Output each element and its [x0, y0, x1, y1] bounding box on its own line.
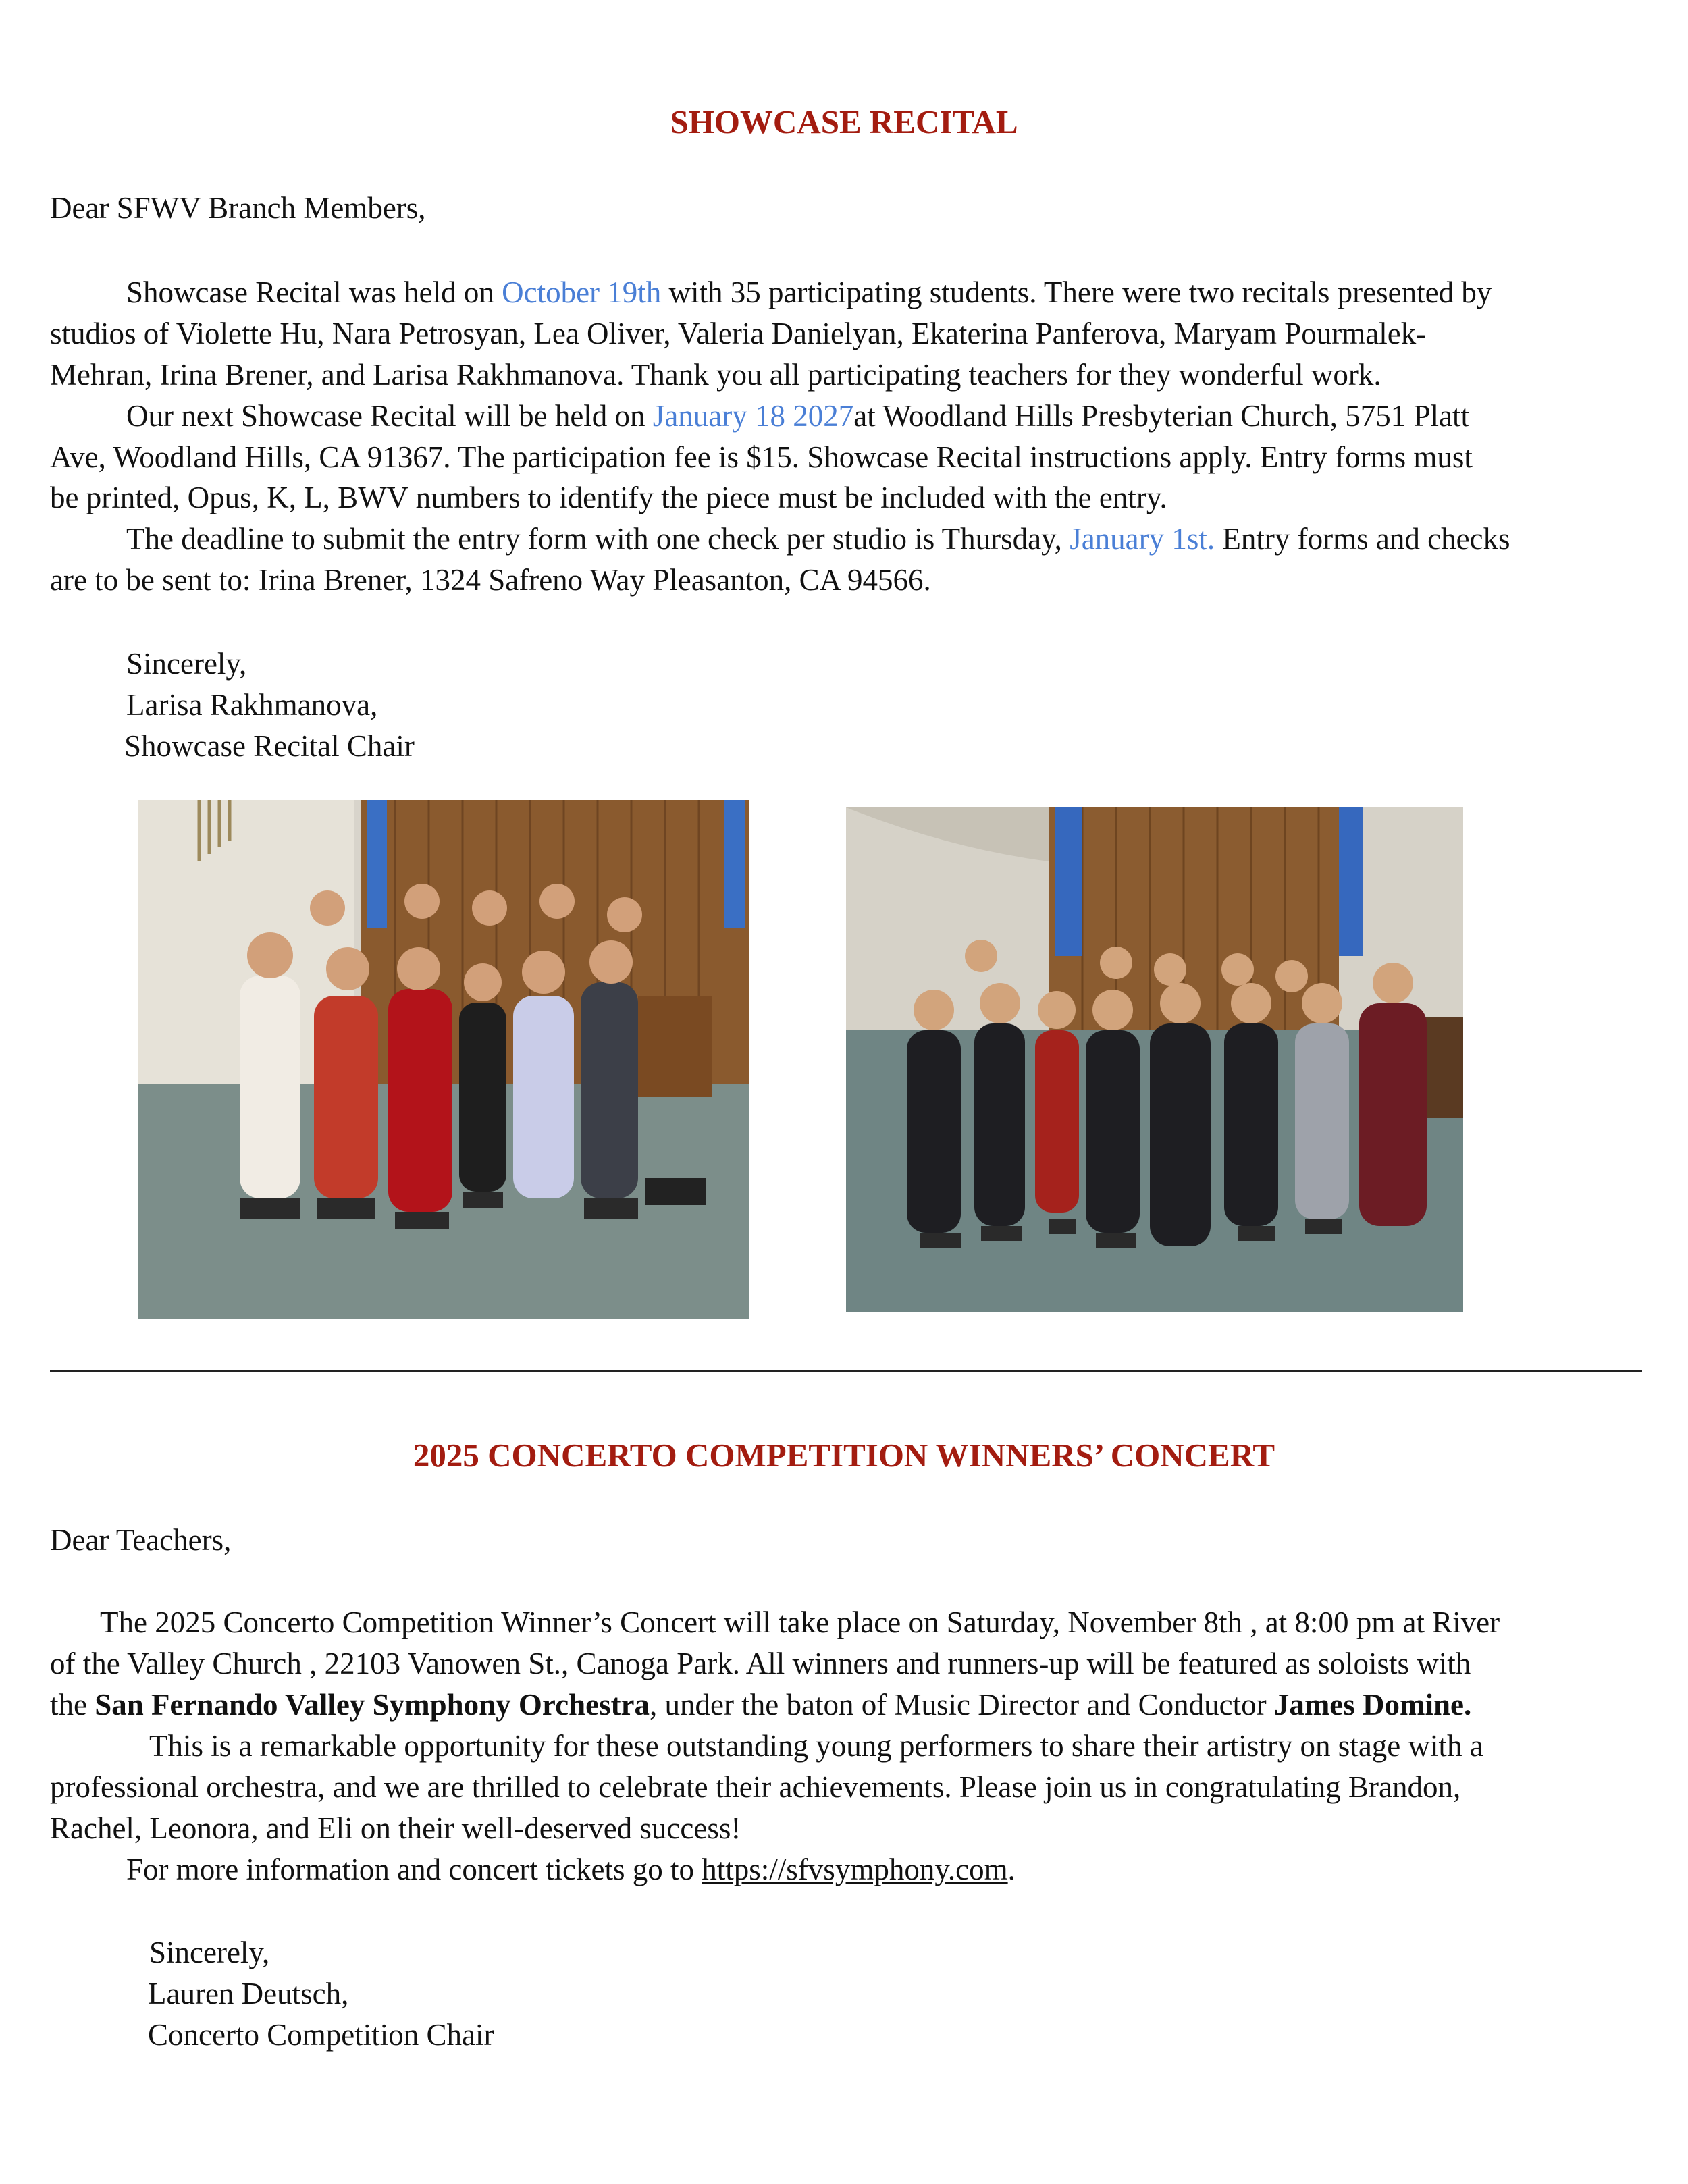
- text-span: The deadline to submit the entry form with one check per studio is Thursday,: [126, 522, 1070, 556]
- showcase-signer-title: Showcase Recital Chair: [124, 729, 415, 763]
- text-span: , under the baton of Music Director and Conductor: [650, 1688, 1274, 1722]
- text-span: Entry forms and checks: [1215, 522, 1510, 556]
- conductor-name: James Domine.: [1273, 1688, 1472, 1722]
- concerto-signer: Lauren Deutsch,: [148, 1977, 349, 2010]
- showcase-signer: Larisa Rakhmanova,: [126, 688, 378, 722]
- orchestra-name: San Fernando Valley Symphony Orchestra: [95, 1688, 650, 1722]
- concerto-signer-title: Concerto Competition Chair: [148, 2018, 494, 2052]
- showcase-p1-line2: studios of Violette Hu, Nara Petrosyan, Lea Oliver, Valeria Danielyan, Ekaterina Panferova, Maryam Pourmalek-: [50, 317, 1427, 350]
- symphony-website-link[interactable]: https://sfvsymphony.com: [702, 1853, 1008, 1886]
- recital-photo-2: [846, 807, 1463, 1312]
- text-span: Showcase Recital was held on: [126, 275, 502, 309]
- concerto-p2-line3: Rachel, Leonora, and Eli on their well-deserved success!: [50, 1811, 741, 1845]
- recital-photo-2-image: [846, 807, 1463, 1312]
- section-divider: [50, 1370, 1642, 1372]
- concerto-p2-line1: This is a remarkable opportunity for these outstanding young performers to share their artistry on stage with a: [149, 1729, 1483, 1763]
- showcase-salutation: Dear SFWV Branch Members,: [50, 191, 426, 225]
- showcase-p2-line1: [126, 396, 1688, 437]
- concerto-p2-line2: professional orchestra, and we are thrilled to celebrate their achievements. Please join us in congratulating Brandon,: [50, 1770, 1461, 1804]
- text-span: For more information and concert tickets go to: [126, 1853, 702, 1886]
- concerto-p1-line1: The 2025 Concerto Competition Winner’s Concert will take place on Saturday, November 8th , at 8:00 pm at River: [100, 1605, 1500, 1639]
- text-span: with 35 participating students. There were two recitals presented by: [661, 275, 1492, 309]
- showcase-p1-line3: Mehran, Irina Brener, and Larisa Rakhmanova. Thank you all participating teachers for they wonderful work.: [50, 358, 1381, 392]
- concerto-p1-line2: of the Valley Church , 22103 Vanowen St., Canoga Park. All winners and runners-up will be featured as soloists with: [50, 1647, 1471, 1680]
- text-span: the: [50, 1688, 95, 1722]
- concerto-salutation: Dear Teachers,: [50, 1523, 232, 1557]
- text-span: at Woodland Hills Presbyterian Church, 5751 Platt: [853, 399, 1469, 433]
- showcase-p3-line2: are to be sent to: Irina Brener, 1324 Safreno Way Pleasanton, CA 94566.: [50, 563, 931, 597]
- showcase-p1-line1: [126, 272, 1688, 313]
- recital-date: October 19th: [502, 275, 662, 309]
- showcase-closing: Sincerely,: [126, 647, 247, 681]
- concerto-p1-line3: [50, 1684, 1657, 1726]
- showcase-heading: SHOWCASE RECITAL: [670, 103, 1018, 140]
- recital-photo-1-image: [138, 800, 749, 1319]
- showcase-p3-line1: [126, 518, 1688, 560]
- text-span: Our next Showcase Recital will be held on: [126, 399, 653, 433]
- deadline-date: January 1st.: [1070, 522, 1215, 556]
- recital-photo-1: [138, 800, 749, 1319]
- next-recital-date: January 18 2027: [652, 399, 854, 433]
- showcase-p2-line2: Ave, Woodland Hills, CA 91367. The participation fee is $15. Showcase Recital instructions apply. Entry forms must: [50, 440, 1473, 474]
- text-span: .: [1007, 1853, 1016, 1886]
- showcase-p2-line3: be printed, Opus, K, L, BWV numbers to identify the piece must be included with the entry.: [50, 481, 1167, 514]
- concerto-closing: Sincerely,: [149, 1936, 270, 1969]
- concerto-p3-line: [126, 1849, 1688, 1890]
- concerto-heading: 2025 CONCERTO COMPETITION WINNERS’ CONCERT: [413, 1437, 1275, 1474]
